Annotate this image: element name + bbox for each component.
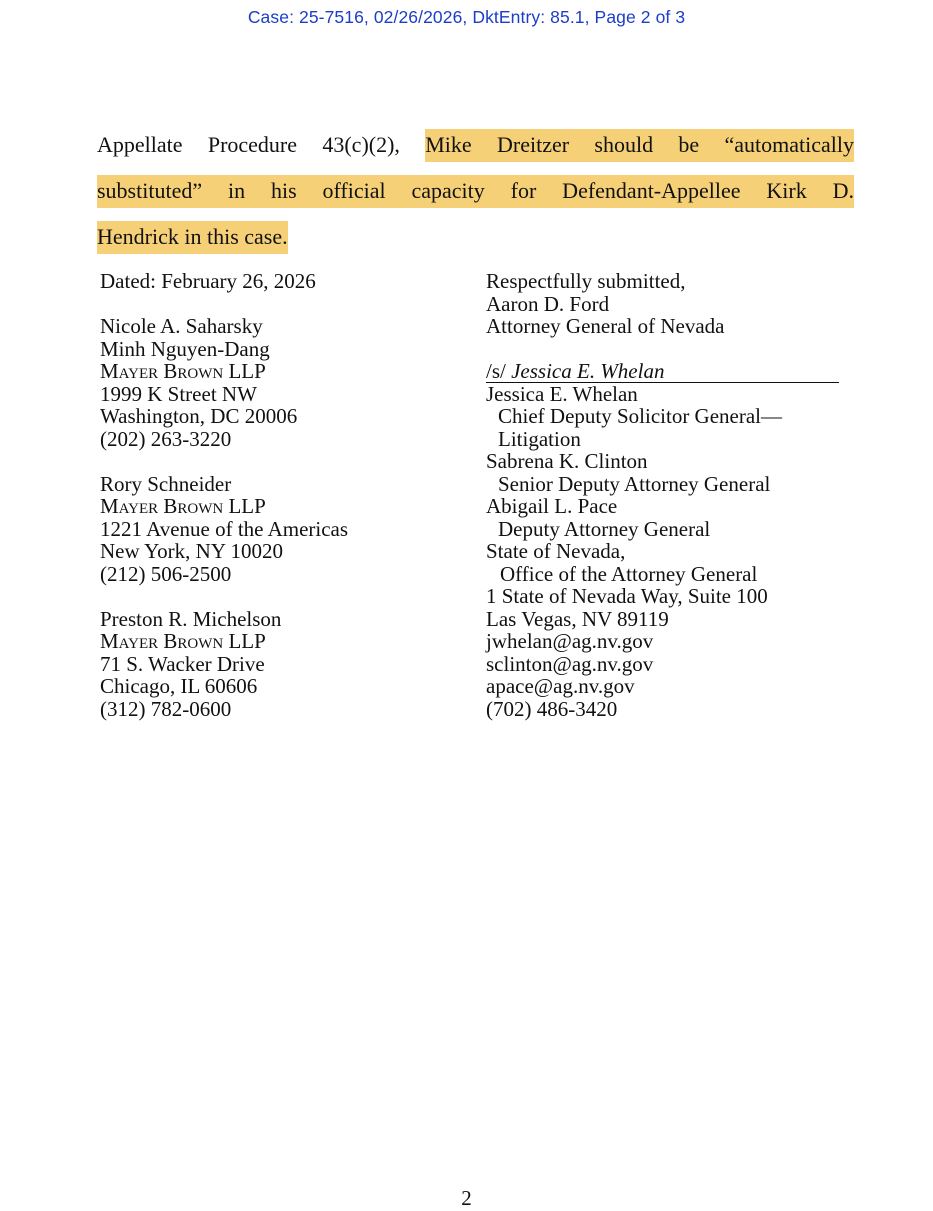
city-state: New York, NY 10020	[100, 539, 283, 563]
counsel-name: Jessica E. Whelan	[486, 381, 638, 406]
phone-number: (202) 263-3220	[100, 426, 232, 451]
office-name: Office of the Attorney General	[500, 561, 758, 586]
case-header: Case: 25-7516, 02/26/2026, DktEntry: 85.1, Page 2 of 3	[247, 7, 686, 27]
counsel-title: Litigation	[498, 426, 581, 451]
phone-number: (312) 782-0600	[100, 696, 232, 721]
right-signature-column	[486, 270, 839, 720]
street-address: 1 State of Nevada Way, Suite 100	[486, 584, 768, 608]
attorney-general-title: Attorney General of Nevada	[486, 314, 725, 338]
street-address: 1999 K Street NW	[100, 381, 257, 406]
counsel-name: Minh Nguyen-Dang	[100, 336, 270, 361]
attorney-general-name: Aaron D. Ford	[486, 291, 610, 316]
body-paragraph	[97, 122, 854, 260]
left-signature-column	[100, 270, 348, 720]
closing-line: Respectfully submitted,	[486, 269, 686, 293]
paragraph-line-1	[97, 122, 854, 168]
electronic-signature: Jessica E. Whelan	[511, 359, 665, 383]
email-address: sclinton@ag.nv.gov	[486, 651, 654, 676]
city-state: Las Vegas, NV 89119	[486, 606, 669, 631]
highlighted-text: substituted” in his official capacity for Defendant-Appellee Kirk D.	[97, 175, 854, 208]
counsel-name: Preston R. Michelson	[100, 606, 282, 631]
paragraph-line-2	[97, 168, 854, 214]
signature-prefix: /s/	[486, 359, 506, 383]
firm-name: Mayer Brown LLP	[100, 629, 266, 653]
paragraph-text: Appellate Procedure 43(c)(2),	[97, 132, 426, 157]
counsel-name: Nicole A. Saharsky	[100, 314, 263, 338]
paragraph-line-3	[97, 214, 854, 260]
counsel-name: Sabrena K. Clinton	[486, 449, 648, 473]
street-address: 71 S. Wacker Drive	[100, 651, 265, 676]
phone-number: (702) 486-3420	[486, 696, 618, 721]
highlighted-text: Mike Dreitzer should be “automatically	[425, 129, 854, 162]
email-address: apace@ag.nv.gov	[486, 674, 635, 698]
city-state: Chicago, IL 60606	[100, 674, 258, 698]
signature-line	[486, 360, 839, 383]
date-line: Dated: February 26, 2026	[100, 269, 316, 293]
street-address: 1221 Avenue of the Americas	[100, 516, 349, 541]
phone-number: (212) 506-2500	[100, 561, 232, 586]
firm-name: Mayer Brown LLP	[100, 359, 266, 383]
counsel-title: Senior Deputy Attorney General	[498, 471, 771, 496]
counsel-name: Abigail L. Pace	[486, 494, 618, 518]
counsel-title: Deputy Attorney General	[498, 516, 711, 541]
counsel-name: Rory Schneider	[100, 471, 232, 496]
page-number: 2	[461, 1186, 472, 1210]
office-name: State of Nevada,	[486, 539, 626, 563]
counsel-title: Chief Deputy Solicitor General—	[498, 404, 783, 428]
firm-name: Mayer Brown LLP	[100, 494, 266, 518]
email-address: jwhelan@ag.nv.gov	[486, 629, 654, 653]
city-state: Washington, DC 20006	[100, 404, 298, 428]
highlighted-text: Hendrick in this case.	[97, 221, 288, 254]
